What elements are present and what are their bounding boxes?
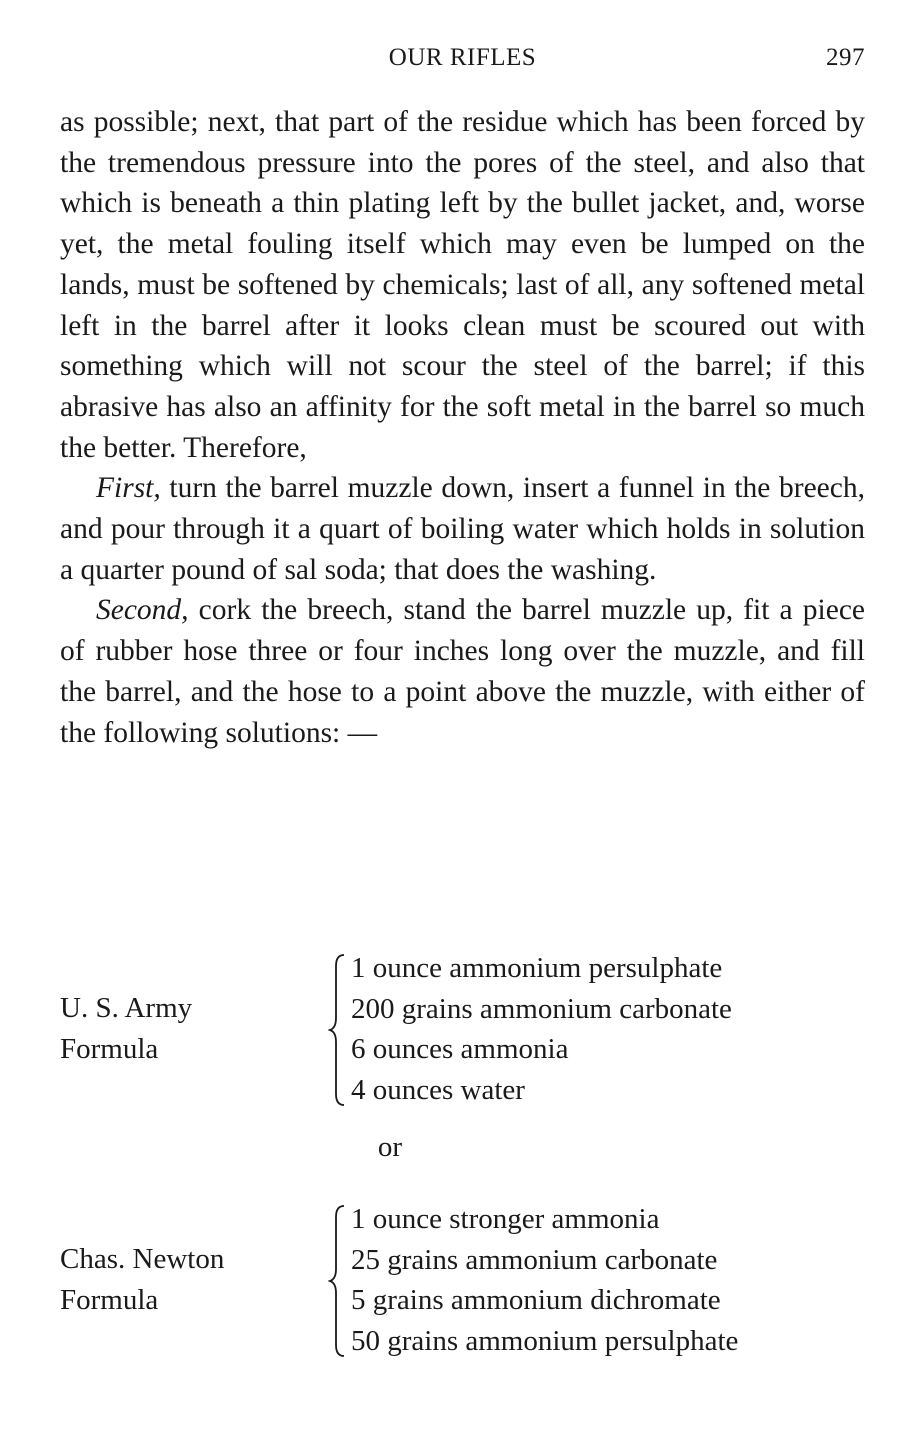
ingredient-item: 50 grains ammonium persulphate — [351, 1324, 739, 1357]
paragraph-lead: Second, — [96, 594, 189, 627]
paragraph — [60, 468, 865, 590]
curly-brace-icon — [328, 954, 346, 1106]
formula-label-line: U. S. Army — [60, 992, 193, 1024]
ingredient-item: 4 ounces water — [351, 1073, 525, 1106]
ingredient-item: 1 ounce ammonium persulphate — [351, 952, 723, 984]
ingredient-item: 200 grains ammonium carbonate — [351, 992, 732, 1025]
army-formula — [60, 948, 860, 1116]
ingredient-item: 1 ounce stronger ammonia — [351, 1203, 660, 1235]
formula-label — [60, 1239, 290, 1320]
page-title: OUR RIFLES — [388, 44, 537, 71]
paragraph — [60, 102, 865, 468]
paragraph-text: cork the breech, stand the barrel muzzle up, fit a piece of rubber hose three or four inches long over the muzzle, and fill the barrel, and the hose to a point above the muzzle, with either of the following solutions: — — [60, 594, 865, 749]
newton-formula — [60, 1199, 860, 1367]
curly-brace-icon — [328, 1205, 346, 1357]
formula-label-line: Formula — [60, 1283, 159, 1316]
ingredient-list — [351, 948, 732, 1110]
formula-label-line: Formula — [60, 1032, 159, 1065]
paragraph — [60, 590, 865, 753]
ingredient-item: 6 ounces ammonia — [351, 1033, 569, 1065]
paragraph-lead: First, — [96, 472, 161, 505]
formula-label — [60, 988, 280, 1069]
ingredient-item: 25 grains ammonium carbonate — [351, 1243, 718, 1276]
body-text — [60, 102, 865, 753]
formula-label-line: Chas. Newton — [60, 1243, 225, 1275]
paragraph-text: as possible; next, that part of the residue which has been forced by the tremendous pressure into the pores of the steel, and also that which is beneath a thin plating left by the bullet jacket, and, worse yet, the metal fouling itself which may even be lumped on the lands, must be softened by chemicals; last of all, any softened metal left in the barrel after it looks clean must be scoured out with something which will not scour the steel of the barrel; if this abrasive has also an affinity for the soft metal in the barrel so much the better. Therefore, — [60, 106, 865, 464]
running-head — [60, 44, 865, 80]
ingredient-list — [351, 1199, 738, 1361]
page-number: 297 — [826, 44, 865, 71]
paragraph-text: turn the barrel muzzle down, insert a funnel in the breech, and pour through it a quart of boiling water which holds in solution a quarter pound of sal soda; that does the washing. — [60, 472, 865, 586]
separator-or: or — [377, 1131, 403, 1163]
ingredient-item: 5 grains ammonium dichromate — [351, 1284, 721, 1316]
